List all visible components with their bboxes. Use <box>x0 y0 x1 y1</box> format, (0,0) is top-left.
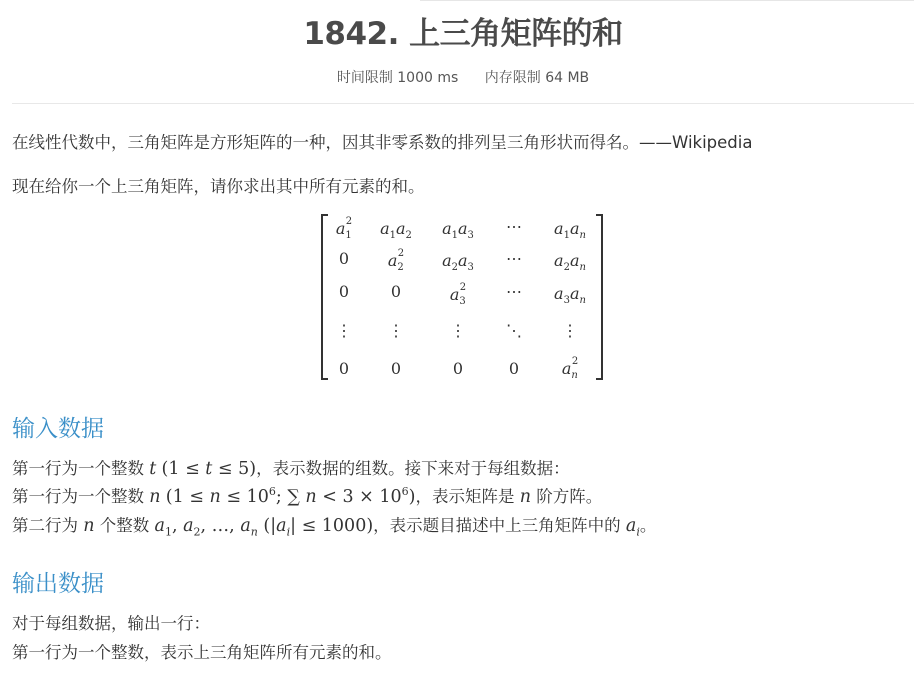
problem-limits <box>0 67 914 87</box>
time-limit: 时间限制 1000 ms <box>336 70 459 86</box>
input-line-1: 第一行为一个整数 t (1 ≤ t ≤ 5)，表示数据的组数。接下来对于每组数据： <box>12 459 570 479</box>
problem-title: 1842. 上三角矩阵的和 <box>303 16 623 52</box>
output-line-2: 第一行为一个整数，表示上三角矩阵所有元素的和。 <box>12 643 392 662</box>
header-divider <box>12 103 914 104</box>
input-line-3: 第二行为 n 个整数 $a_1$, $a_2$, …, $a_n$ $(|a_i| \le 1000)$，表示题目描述中上三角矩阵中的 $a_i$。 <box>12 516 657 539</box>
output-line-1: 对于每组数据，输出一行： <box>12 614 210 633</box>
input-heading: 输入数据 <box>12 416 104 442</box>
output-heading: 输出数据 <box>12 571 104 597</box>
top-divider <box>420 0 914 1</box>
description-paragraph-2: 现在给你一个上三角矩阵，请你求出其中所有元素的和。 <box>12 177 425 196</box>
description-paragraph-1: 在线性代数中，三角矩阵是方形矩阵的一种，因其非零系数的排列呈三角形状而得名。——Wikipedia <box>12 133 753 152</box>
upper-triangular-matrix: $a_1^2$ $a_1a_2$ $a_1a_3$ ⋯ $a_1a_n$ 0 $a_2^2$ $a_2a_3$ ⋯ $a_2a_n$ 0 0 $a_3^2$ ⋯ $a_3a_n$ ⋮ ⋮ ⋮ ⋱ ⋮ 0 0 0 0 $a_n^2$ <box>318 211 608 383</box>
input-line-2: 第一行为一个整数 n ($1 \le n \le 10^6$; ∑ $n < 3 \times 10^6$)，表示矩阵是 n 阶方阵。 <box>12 485 603 507</box>
memory-limit: 内存限制 64 MB <box>484 70 590 86</box>
